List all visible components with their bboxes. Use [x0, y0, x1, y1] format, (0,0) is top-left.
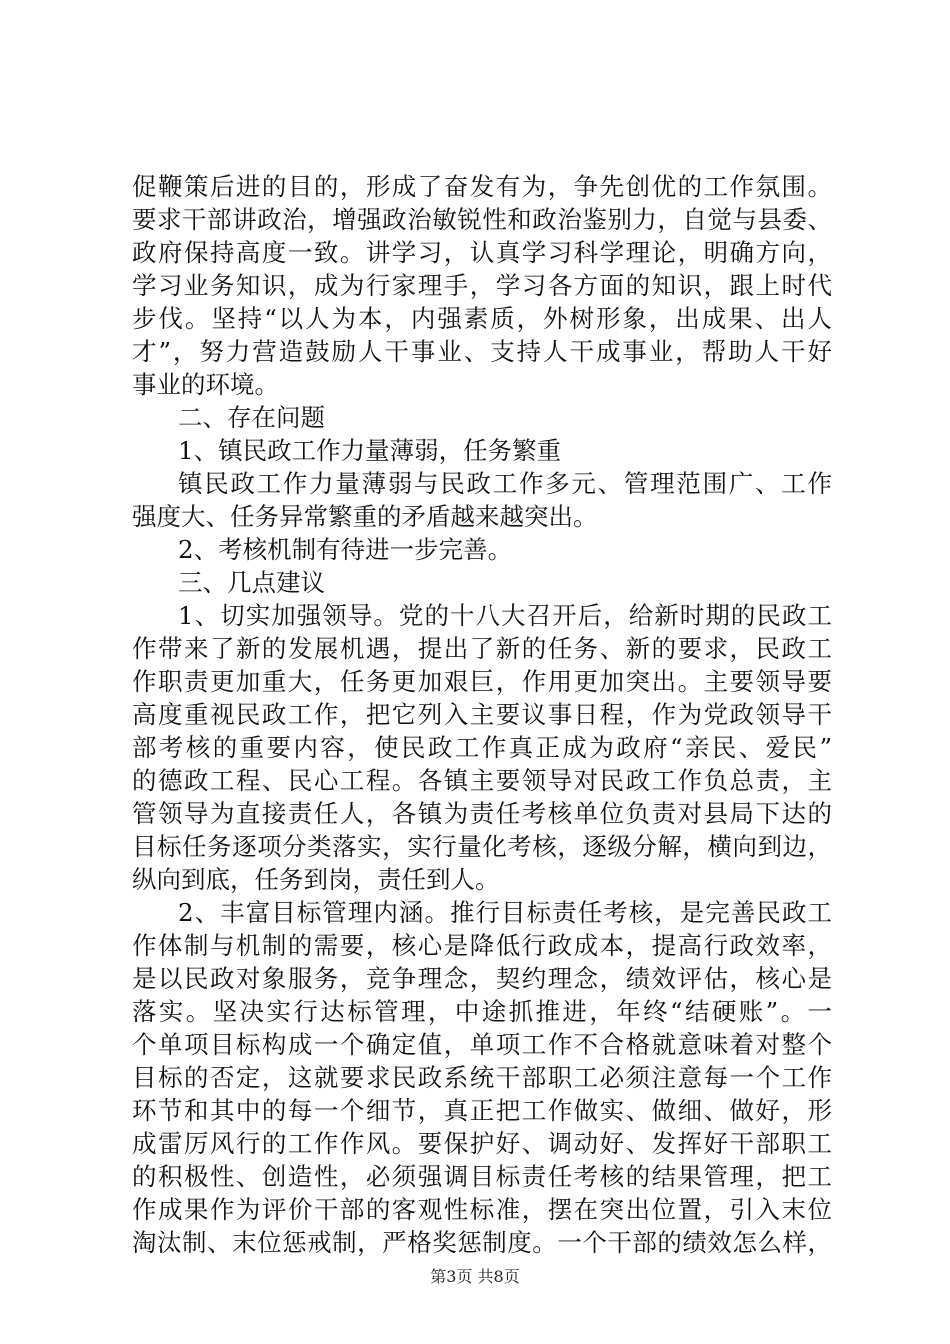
- text-line: 目标的否定，这就要求民政系统干部职工必须注意每一个工作: [132, 1063, 832, 1092]
- text-line: 三、几点建议: [178, 568, 325, 597]
- text-line: 部考核的重要内容，使民政工作真正成为政府“亲民、爱民”: [132, 733, 832, 762]
- text-line: 作体制与机制的需要，核心是降低行政成本，提高行政效率，: [132, 931, 832, 960]
- text-line: 强度大、任务异常繁重的矛盾越来越突出。: [132, 502, 598, 531]
- text-line: 的德政工程、民心工程。各镇主要领导对民政工作负总责，主: [132, 766, 832, 795]
- text-line: 事业的环境。: [132, 370, 279, 399]
- body-text: [132, 170, 832, 1259]
- text-line: 目标任务逐项分类落实，实行量化考核，逐级分解，横向到边，: [132, 832, 832, 861]
- text-line: 纵向到底，任务到岗，责任到人。: [132, 865, 500, 894]
- page-footer: 第3页 共8页: [430, 1267, 520, 1286]
- text-line: 作职责更加重大，任务更加艰巨，作用更加突出。主要领导要: [132, 667, 832, 696]
- text-line: 高度重视民政工作，把它列入主要议事日程，作为党政领导干: [132, 700, 832, 729]
- text-line: 政府保持高度一致。讲学习，认真学习科学理论，明确方向，: [132, 238, 832, 267]
- text-line: 要求干部讲政治，增强政治敏锐性和政治鉴别力，自觉与县委、: [132, 205, 832, 234]
- text-line: 促鞭策后进的目的，形成了奋发有为，争先创优的工作氛围。: [132, 172, 832, 201]
- text-line: 1、切实加强领导。党的十八大召开后，给新时期的民政工: [178, 601, 832, 630]
- text-line: 2、丰富目标管理内涵。推行目标责任考核，是完善民政工: [178, 898, 832, 927]
- text-line: 落实。坚决实行达标管理，中途抓推进，年终“结硬账”。一: [132, 997, 832, 1026]
- text-line: 作成果作为评价干部的客观性标准，摆在突出位置，引入末位: [132, 1195, 832, 1224]
- text-line: 管领导为直接责任人，各镇为责任考核单位负责对县局下达的: [132, 799, 832, 828]
- text-line: 的积极性、创造性，必须强调目标责任考核的结果管理，把工: [132, 1162, 832, 1191]
- text-line: 1、镇民政工作力量薄弱，任务繁重: [178, 436, 562, 465]
- text-line: 淘汰制、末位惩戒制，严格奖惩制度。一个干部的绩效怎么样，: [132, 1228, 832, 1257]
- text-line: 才”，努力营造鼓励人干事业、支持人干成事业，帮助人干好: [132, 337, 832, 366]
- text-line: 镇民政工作力量薄弱与民政工作多元、管理范围广、工作: [178, 469, 832, 498]
- text-line: 环节和其中的每一个细节，真正把工作做实、做细、做好，形: [132, 1096, 832, 1125]
- text-line: 作带来了新的发展机遇，提出了新的任务、新的要求，民政工: [132, 634, 832, 663]
- text-line: 成雷厉风行的工作作风。要保护好、调动好、发挥好干部职工: [132, 1129, 832, 1158]
- text-line: 个单项目标构成一个确定值，单项工作不合格就意味着对整个: [132, 1030, 832, 1059]
- text-line: 是以民政对象服务，竞争理念，契约理念，绩效评估，核心是: [132, 964, 832, 993]
- text-line: 二、存在问题: [178, 403, 325, 432]
- text-line: 步伐。坚持“以人为本，内强素质，外树形象，出成果、出人: [132, 304, 832, 333]
- text-line: 2、考核机制有待进一步完善。: [178, 535, 513, 564]
- text-line: 学习业务知识，成为行家理手，学习各方面的知识，跟上时代: [132, 271, 832, 300]
